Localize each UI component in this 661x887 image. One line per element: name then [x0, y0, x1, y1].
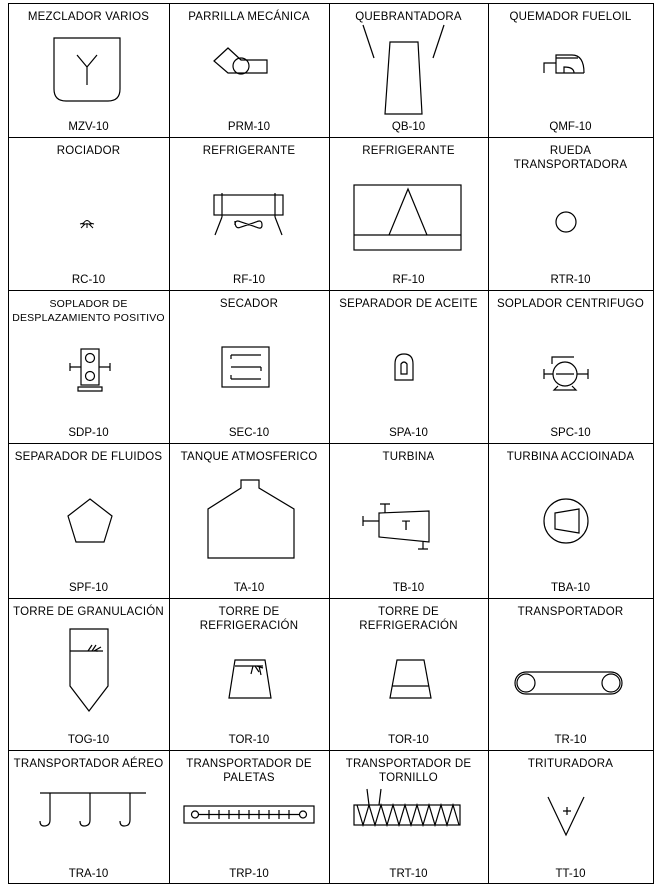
symbol-cell-tor-2: [329, 598, 488, 750]
symbol-cell-refrigerante-1: [169, 137, 329, 290]
symbol-cell-trt: [329, 750, 488, 884]
symbol-code: RF-10: [392, 274, 425, 286]
symbol-code: QB-10: [391, 121, 426, 133]
symbol-code: TRP-10: [229, 868, 269, 880]
symbol-cell-tog: [8, 598, 169, 750]
symbol-cell-tr: [488, 598, 653, 750]
cooler-fan-icon: [169, 137, 329, 290]
symbol-cell-tt: [488, 750, 653, 884]
symbol-name: SEPARADOR DE FLUIDOS: [14, 451, 163, 463]
symbol-name: REFRIGERANTE: [202, 145, 296, 157]
turbine-letter: T: [401, 517, 411, 533]
mixer-icon: [8, 3, 169, 137]
symbol-name: TRITURADORA: [527, 758, 614, 770]
symbol-name: REFRIGERANTE: [362, 145, 455, 157]
screw-conveyor-icon: [329, 750, 488, 884]
symbol-code: TB-10: [392, 582, 425, 594]
symbol-name: TRANSPORTADOR AÉREO: [13, 758, 164, 770]
centrifugal-blower-icon: [488, 290, 653, 443]
symbol-code: RF-10: [233, 274, 265, 286]
symbol-code: TOR-10: [388, 734, 429, 746]
symbol-name: TANQUE ATMOSFERICO: [180, 451, 318, 463]
symbol-name: RUEDA TRANSPORTADORA: [513, 145, 628, 171]
symbol-code: TRT-10: [389, 868, 428, 880]
symbol-code: RTR-10: [550, 274, 591, 286]
dryer-icon: [169, 290, 329, 443]
symbol-code: SEC-10: [228, 427, 270, 439]
symbol-cell-sdp: [8, 290, 169, 443]
symbol-code: TT-10: [555, 868, 586, 880]
grid-line: [8, 3, 9, 884]
symbol-cell-tb: [329, 443, 488, 598]
symbol-name: PARRILLA MECÁNICA: [188, 11, 310, 23]
symbol-name: TURBINA ACCIOINADA: [506, 451, 635, 463]
symbol-name: QUEMADOR FUELOIL: [509, 11, 632, 23]
symbol-cell-spc: [488, 290, 653, 443]
symbol-cell-quemador: [488, 3, 653, 137]
symbol-name: SOPLADOR DE DESPLAZAMIENTO POSITIVO: [12, 298, 165, 324]
driven-turbine-icon: [488, 443, 653, 598]
oil-separator-icon: [329, 290, 488, 443]
symbol-name: TORRE DE REFRIGERACIÓN: [199, 606, 299, 632]
symbol-name: ROCIADOR: [56, 145, 121, 157]
grid-line: [8, 598, 654, 599]
symbol-name: TRANSPORTADOR DE PALETAS: [186, 758, 312, 784]
symbol-code: SPC-10: [550, 427, 591, 439]
symbol-cell-spf: [8, 443, 169, 598]
symbol-code: SPF-10: [69, 582, 108, 594]
symbol-name: SECADOR: [219, 298, 279, 310]
symbol-cell-tba: [488, 443, 653, 598]
symbol-code: TR-10: [554, 734, 587, 746]
grid-line: [8, 137, 654, 138]
symbol-cell-rociador: [8, 137, 169, 290]
symbol-name: SEPARADOR DE ACEITE: [339, 298, 478, 310]
symbol-cell-parrilla: [169, 3, 329, 137]
symbol-code: SPA-10: [389, 427, 428, 439]
symbol-code: TBA-10: [551, 582, 590, 594]
symbol-code: PRM-10: [227, 121, 271, 133]
symbol-cell-mezclador: [8, 3, 169, 137]
turbine-icon: [329, 443, 488, 598]
atmospheric-tank-icon: [169, 443, 329, 598]
grid-line: [8, 750, 654, 751]
symbol-name: TRANSPORTADOR: [517, 606, 624, 618]
sprayer-icon: [8, 137, 169, 290]
symbol-code: SDP-10: [68, 427, 109, 439]
symbol-name: TURBINA: [382, 451, 435, 463]
cooler-tray-icon: [329, 137, 488, 290]
cooling-tower-spray-icon: [169, 598, 329, 750]
overhead-conveyor-icon: [8, 750, 169, 884]
grid-line: [8, 883, 654, 884]
crusher-icon: [329, 3, 488, 137]
symbol-code: TA-10: [233, 582, 265, 594]
symbol-name: QUEBRANTADORA: [355, 11, 462, 23]
paddle-conveyor-icon: [169, 750, 329, 884]
symbol-cell-rueda: [488, 137, 653, 290]
symbol-name: SOPLADOR CENTRIFUGO: [497, 298, 644, 310]
symbol-cell-tor-1: [169, 598, 329, 750]
grid-line: [653, 3, 654, 884]
fluid-separator-icon: [8, 443, 169, 598]
symbol-cell-tra: [8, 750, 169, 884]
mechanical-grate-icon: [169, 3, 329, 137]
symbol-cell-spa: [329, 290, 488, 443]
grid-line: [169, 3, 170, 884]
cooling-tower-icon: [329, 598, 488, 750]
positive-displacement-blower-icon: [8, 290, 169, 443]
grid-line: [329, 3, 330, 884]
symbol-cell-trp: [169, 750, 329, 884]
symbol-code: MZV-10: [68, 121, 109, 133]
granulation-tower-icon: [8, 598, 169, 750]
symbol-code: QMF-10: [549, 121, 592, 133]
grid-line: [8, 290, 654, 291]
symbol-name: TORRE DE GRANULACIÓN: [13, 606, 164, 618]
symbol-cell-refrigerante-2: [329, 137, 488, 290]
symbol-name: TRANSPORTADOR DE TORNILLO: [345, 758, 472, 784]
grinder-icon: [488, 750, 653, 884]
symbol-code: TOG-10: [67, 734, 110, 746]
belt-conveyor-icon: [488, 598, 653, 750]
symbol-code: TRA-10: [68, 868, 109, 880]
symbol-cell-ta: [169, 443, 329, 598]
conveyor-wheel-icon: [488, 137, 653, 290]
fuel-oil-burner-icon: [488, 3, 653, 137]
symbol-cell-quebrantadora: [329, 3, 488, 137]
symbol-cell-secador: [169, 290, 329, 443]
symbol-name: MEZCLADOR VARIOS: [27, 11, 150, 23]
grid-line: [8, 3, 654, 4]
symbol-name: TORRE DE REFRIGERACIÓN: [359, 606, 458, 632]
grid-line: [488, 3, 489, 884]
symbol-code: TOR-10: [228, 734, 270, 746]
symbol-code: RC-10: [71, 274, 106, 286]
grid-line: [8, 443, 654, 444]
